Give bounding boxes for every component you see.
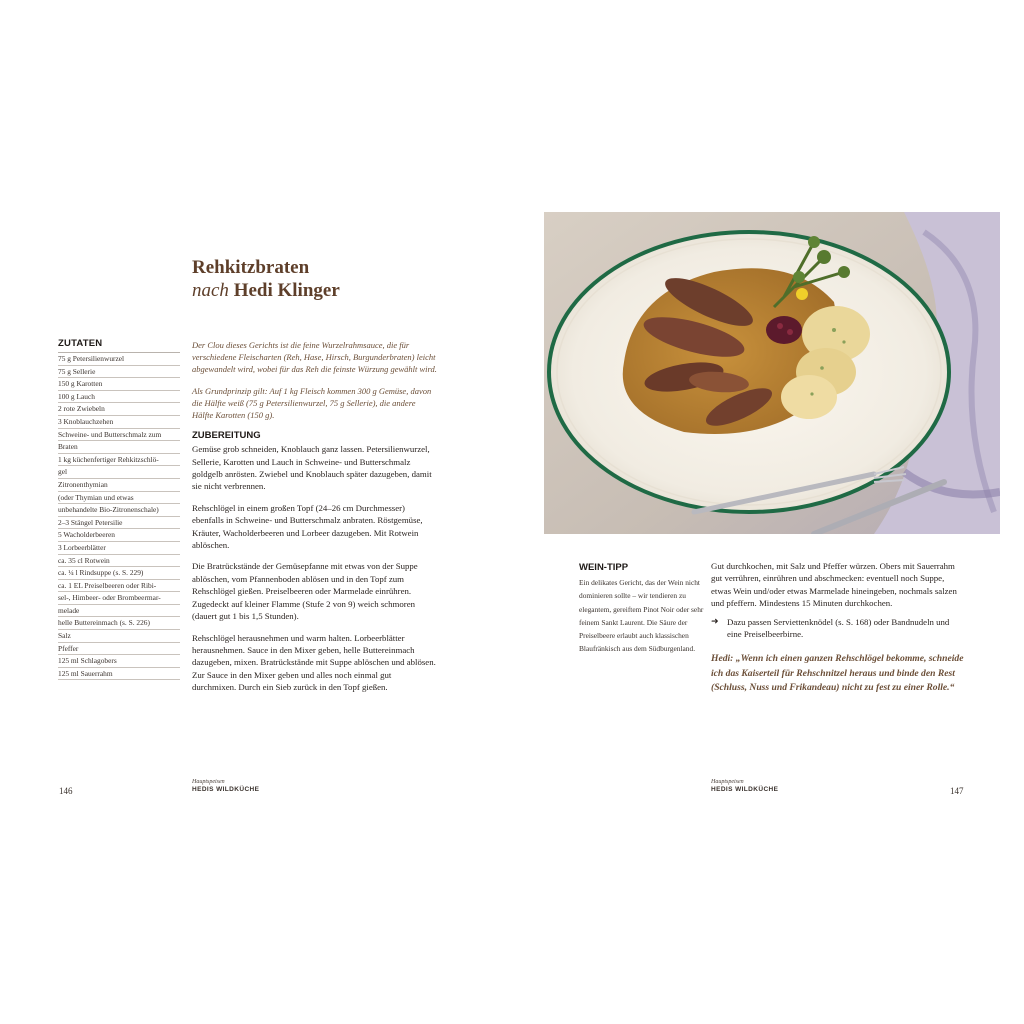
method-continued-text: Gut durchkochen, mit Salz und Pfeffer würzen. Obers mit Sauerrahm gut verrühren, einrühren und abschmecken: eventuell noch Suppe, etwas Wein und/oder etwas Marmelade hineingeben, nochmals salzen und pfeffern. Mindestens 15 Minuten durchkochen. [711,561,957,609]
method-paragraph: Rehschlögel herausnehmen und warm halten. Lorbeerblätter herausnehmen. Sauce in den Mixer geben, helle Buttereinmach dazugeben, mixen. Bratrückstände mit Suppe ablöschen und ablösen. Zur Sauce in den Mixer geben und alles noch einmal gut durchmixen. Durch ein Sieb zurück in den Topf gießen. [192,632,436,693]
ingredient-item: 75 g Petersilienwurzel [58,353,180,366]
method-heading: ZUBEREITUNG [192,430,261,442]
method-continued-column [711,560,966,695]
ingredient-item: ca. ¼ l Rindsuppe (s. S. 229) [58,567,180,580]
ingredient-item: sel-, Himbeer- oder Brombeermar- [58,592,180,605]
title-line-2 [192,279,340,302]
wine-tip-heading: WEIN-TIPP [579,562,629,573]
intro-paragraph: Als Grundprinzip gilt: Auf 1 kg Fleisch kommen 300 g Gemüse, davon die Hälfte weiß (75 g Petersilienwurzel, 75 g Sellerie), die andere Hälfte Karotten (150 g). [192,385,432,421]
serving-tip [711,616,966,641]
intro-text [192,339,437,421]
wine-tip-text: Ein delikates Gericht, das der Wein nicht dominieren sollte – wir tendieren zu elegantem, gereiftem Pinot Noir oder sehr feinem Sankt Laurent. Die Säure der Preiselbeere erlaubt auch klassischen Blaufränkisch aus dem Südburgenland. [579,578,704,654]
ingredient-item: 125 ml Sauerrahm [58,668,180,681]
hedi-quote: Hedi: „Wenn ich einen ganzen Rehschlögel bekomme, schneide ich das Kaiserteil für Rehschnitzel heraus und binde den Rest (Schluss, Nuss und Frikandeau) nicht zu fest zu einer Rolle.“ [711,653,964,693]
method-paragraph: Die Bratrückstände der Gemüsepfanne mit etwas von der Suppe ablöschen, vom Pfannenboden ablösen und in den Topf zum Rehschlögel gießen. Preiselbeeren oder Marmelade einrühren. Zugedeckt auf kleiner Flamme (Stufe 2 von 9) weich schmoren (dauert gut 1 bis 1,5 Stunden). [192,561,418,622]
method-paragraph: Gemüse grob schneiden, Knoblauch ganz lassen. Petersilienwurzel, Sellerie, Karotten und Lauch in Schweine- und Butterschmalz goldgelb anrösten. Zwiebel und Knoblauch später dazugeben, damit sie nicht verbrennen. [192,444,432,492]
ingredient-item: helle Buttereinmach (s. S. 226) [58,617,180,630]
ingredient-item: 2–3 Stängel Petersilie [58,517,180,530]
folio-left [192,778,259,793]
ingredient-item: 3 Knoblauchzehen [58,416,180,429]
ingredient-item: ca. 1 EL Preiselbeeren oder Ribi- [58,580,180,593]
right-page [512,0,1024,1024]
wine-tip-box [579,562,704,656]
ingredient-item: 1 kg küchenfertiger Rehkitzschlö- [58,454,180,467]
folio-kicker: Hauptspeisen [192,779,225,785]
ingredient-item: unbehandelte Bio-Zitronenschale) [58,504,180,517]
ingredients-box [58,338,180,680]
method-paragraph: Rehschlögel in einem großen Topf (24–26 cm Durchmesser) ebenfalls in Schweine- und Butterschmalz anbraten. Röstgemüse, Kräuter, Wacholderbeeren und Lorbeer dazugeben. Mit Rotwein ablöschen. [192,502,423,551]
serving-tip-text: Dazu passen Serviettenknödel (s. S. 168) oder Bandnudeln und eine Preiselbeerbirne. [727,616,950,640]
ingredient-item: 150 g Karotten [58,378,180,391]
intro-paragraph: Der Clou dieses Gerichts ist die feine Wurzelrahmsauce, die für verschiedene Fleischarten (Reh, Hase, Hirsch, Burgunderbraten) leicht abgewandelt wird, wobei für das Reh die feinste Würzung gewählt wird. [192,340,437,375]
ingredient-item: Braten [58,441,180,454]
ingredient-item: 5 Wacholderbeeren [58,529,180,542]
method-steps [192,443,437,693]
folio-right [711,778,778,793]
folio-section: HEDIS WILDKÜCHE [192,786,260,793]
ingredient-item: 75 g Sellerie [58,366,180,379]
ingredient-item: 100 g Lauch [58,391,180,404]
title-line-1: Rehkitzbraten [192,257,310,278]
page-number-right: 147 [950,786,964,796]
ingredient-item: Pfeffer [58,643,180,656]
method-column [192,339,437,703]
ingredient-item: Zitronenthymian [58,479,180,492]
ingredients-list [58,352,180,680]
folio-section: HEDIS WILDKÜCHE [711,786,779,793]
title-nach: nach [192,280,229,301]
ingredient-item: Schweine- und Butterschmalz zum [58,429,180,442]
ingredient-item: gel [58,466,180,479]
ingredient-item: Salz [58,630,180,643]
ingredient-item: 3 Lorbeerblätter [58,542,180,555]
ingredient-item: 125 ml Schlagobers [58,655,180,668]
ingredient-item: 2 rote Zwiebeln [58,403,180,416]
dish-photo-image [544,212,1000,534]
dish-photo [544,212,1000,534]
page-number-left: 146 [59,786,73,796]
folio-kicker: Hauptspeisen [711,779,744,785]
arrow-right-icon: ➜ [711,616,719,627]
ingredients-heading: ZUTATEN [58,338,103,349]
ingredient-item: (oder Thymian und etwas [58,492,180,505]
title-author: Hedi Klinger [228,280,340,301]
ingredient-item: melade [58,605,180,618]
recipe-title [192,256,340,302]
ingredient-item: ca. 35 cl Rotwein [58,555,180,568]
